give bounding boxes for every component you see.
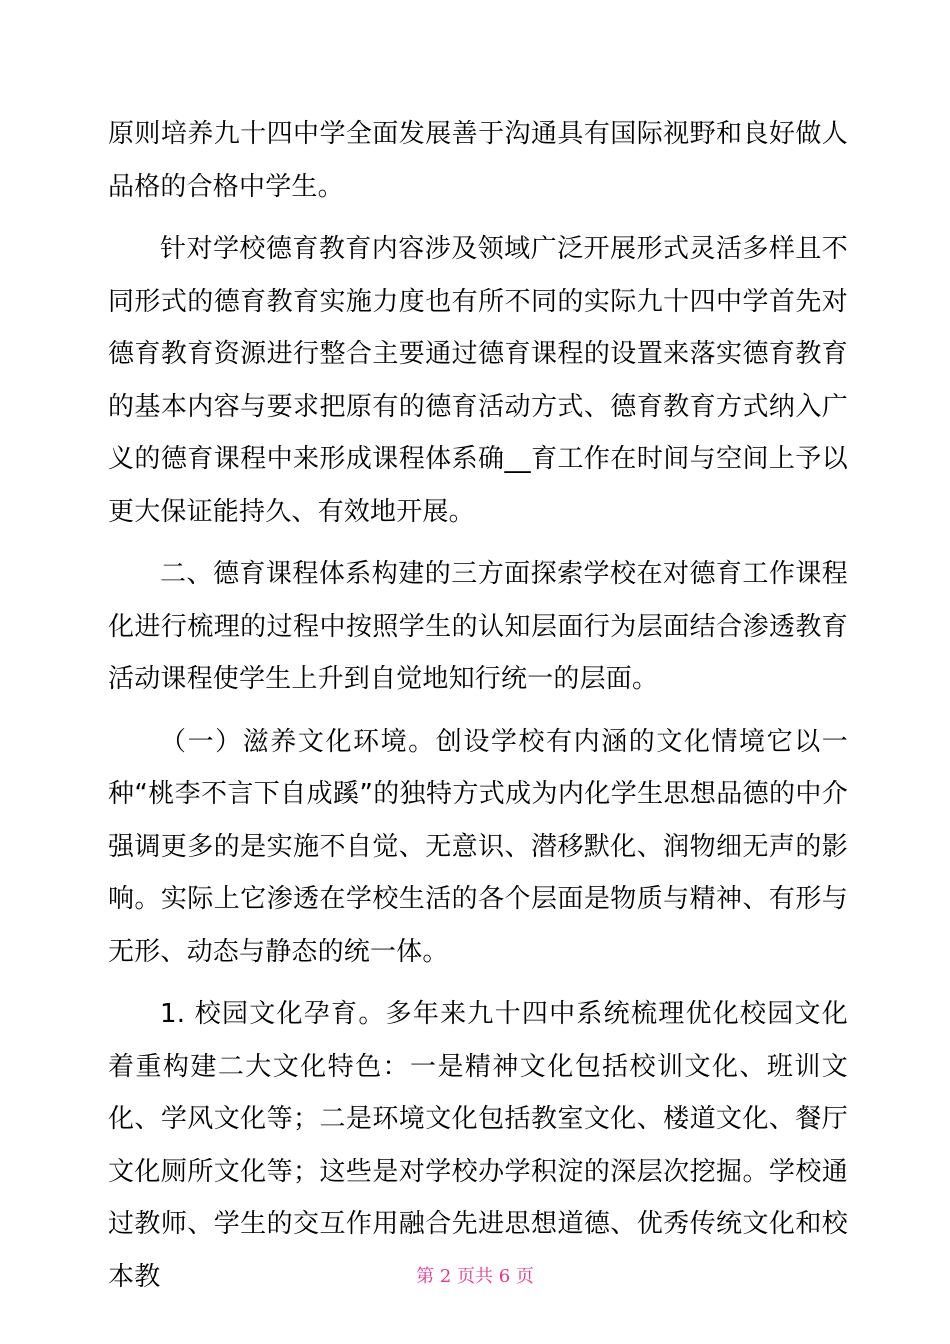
paragraph-4: （一）滋养文化环境。创设学校有内涵的文化情境它以一种“桃李不言下自成蹊”的独特方式成为内化学生思想品德的中介强调更多的是实施不自觉、无意识、潜移默化、润物细无声的影响。实际上它渗透在学校生活的各个层面是物质与精神、有形与无形、动态与静态的统一体。 [108, 726, 848, 967]
paragraph-2: 针对学校德育教育内容涉及领域广泛开展形式灵活多样且不同形式的德育教育实施力度也有所不同的实际九十四中学首先对德育教育资源进行整合主要通过德育课程的设置来落实德育教育的基本内容与要求把原有的德育活动方式、德育教育方式纳入广义的德育课程中来形成课程体系确__育工作在时间与空间上予以更大保证能持久、有效地开展。 [108, 234, 848, 527]
paragraph-5: 1. 校园文化孕育。多年来九十四中系统梳理优化校园文化着重构建二大文化特色：一是精神文化包括校训文化、班训文化、学风文化等；二是环境文化包括教室文化、楼道文化、餐厅文化厕所文化等；这些是对学校办学积淀的深层次挖掘。学校通过教师、学生的交互作用融合先进思想道德、优秀传统文化和校本教 [108, 999, 848, 1292]
document-body [108, 108, 848, 1313]
paragraph-1: 原则培养九十四中学全面发展善于沟通具有国际视野和良好做人品格的合格中学生。 [108, 119, 848, 202]
paragraph-3: 二、德育课程体系构建的三方面探索学校在对德育工作课程化进行梳理的过程中按照学生的认知层面行为层面结合渗透教育活动课程使学生上升到自觉地知行统一的层面。 [108, 559, 848, 694]
page-number-footer: 第 2 页共 6 页 [416, 1266, 534, 1287]
